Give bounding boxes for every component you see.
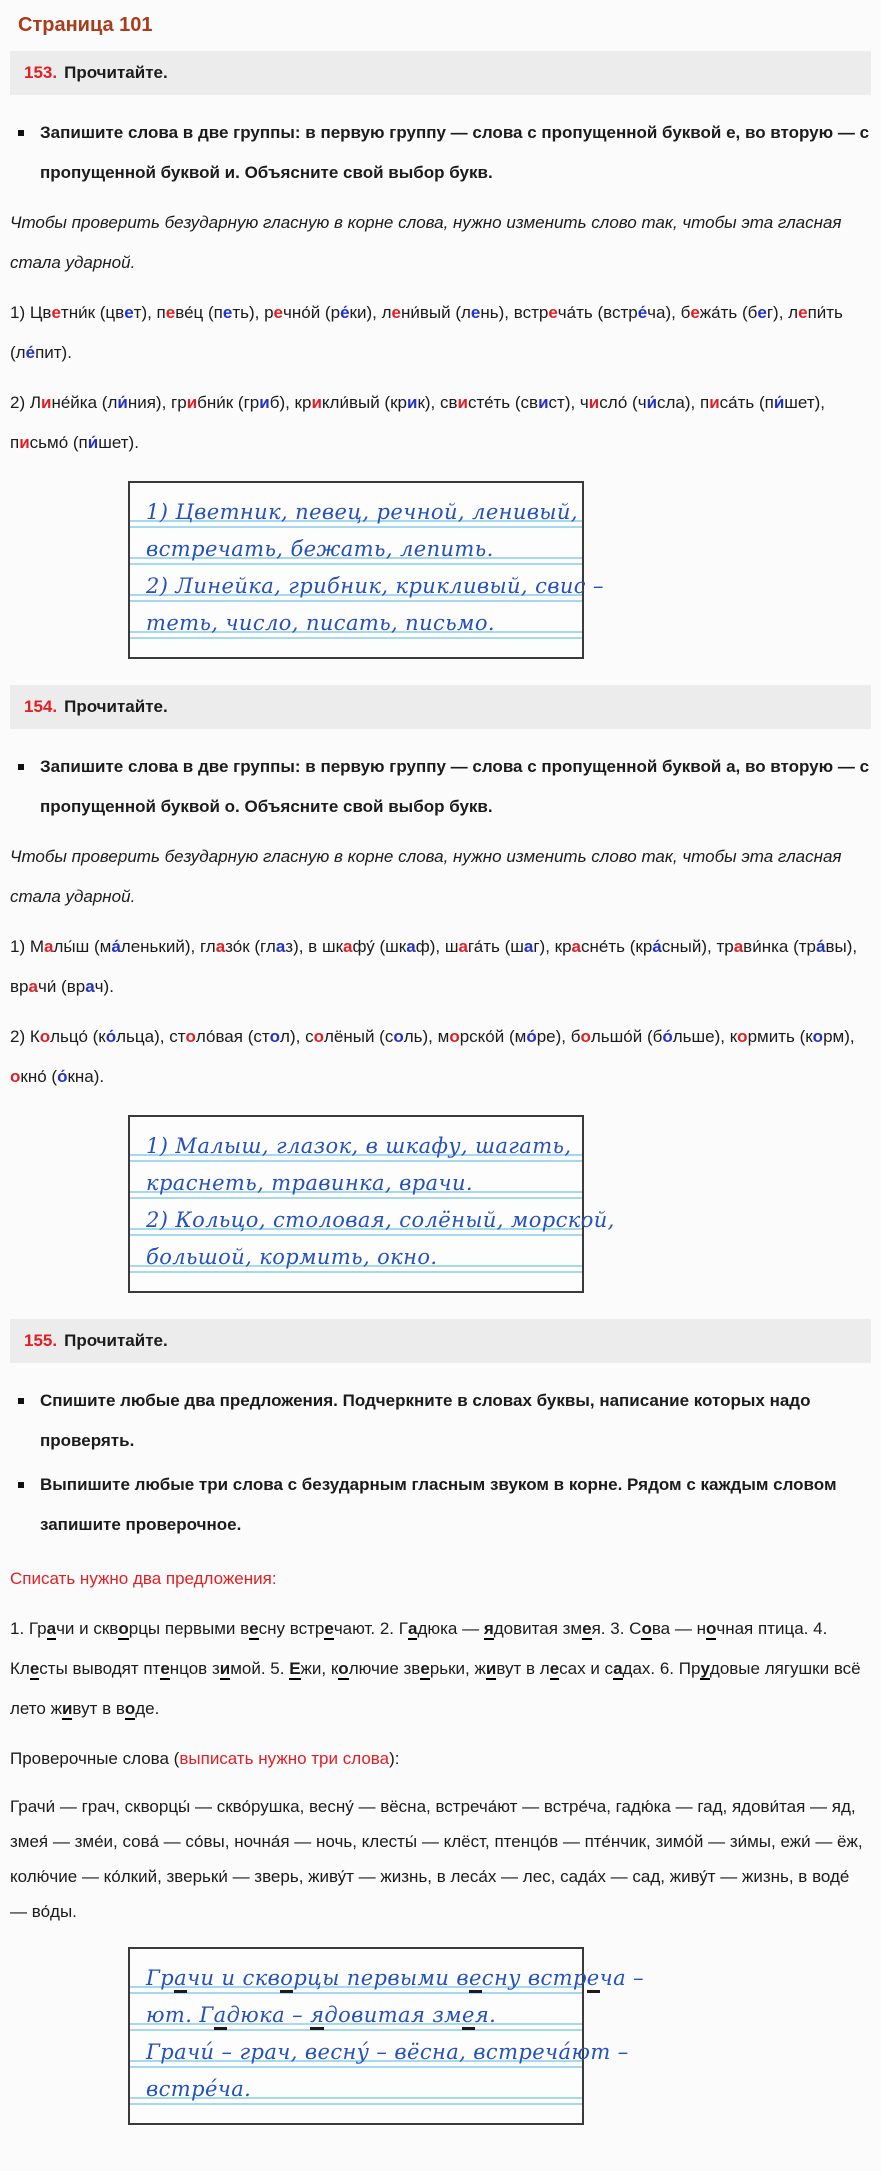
answer-note-red: Списать нужно два предложения:: [10, 1569, 277, 1588]
handwriting-line: ют. Гадюка – ядовитая змея.: [130, 1998, 582, 2035]
word-group-2: 2) Кольцо́ (ко́льца), столо́вая (стол), солёный (соль), морско́й (мо́ре), большо́й (бо́льше), кормить (корм), окно́ (о́кна).: [10, 1027, 855, 1086]
exercise-154-tasks: [10, 747, 871, 827]
exercise-153: [10, 51, 871, 659]
task-bullet: Запишите слова в две группы: в первую группу — слова с пропущенной буквой е, во вторую — с пропущенной буквой и. Объясните свой выбор букв.: [10, 113, 871, 193]
exercise-153-header-label: Прочитайте.: [64, 63, 168, 82]
word-group-1: 1) Цветни́к (цвет), певе́ц (петь), речно́й (ре́ки), лени́вый (лень), встреча́ть (встре́ча), бежа́ть (бег), лепи́ть (ле́пит).: [10, 303, 843, 362]
handwriting-line: большой, кормить, окно.: [146, 1245, 438, 1269]
handwriting-line: 2) Линейка, грибник, крикливый, свис –: [146, 574, 604, 598]
sentences-paragraph: 1. Грачи и скворцы первыми весну встречают. 2. Гадюка — ядовитая змея. 3. Сова — ночная птица. 4. Клесты выводят птенцов зимой. 5. Ежи, колючие зверьки, живут в лесах и садах. 6. Прудовые лягушки всё лето живут в воде.: [10, 1619, 861, 1718]
exercise-153-header: [10, 51, 871, 95]
exercise-153-number: 153.: [24, 63, 58, 82]
exercise-153-tasks: [10, 113, 871, 193]
handwriting-line: теть, число, писать, письмо.: [146, 611, 495, 635]
exercise-154-header-label: Прочитайте.: [64, 697, 168, 716]
notebook-answer-153: [128, 481, 604, 659]
word-group-2: 2) Лине́йка (ли́ния), грибни́к (гриб), крикли́вый (крик), свисте́ть (свист), число́ (чи́сла), писа́ть (пи́шет), письмо́ (пи́шет).: [10, 393, 825, 452]
page-title: Страница 101: [18, 14, 153, 36]
exercise-155-header: [10, 1319, 871, 1363]
handwriting-line: встречать, бежать, лепить.: [146, 537, 494, 561]
exercise-155-number: 155.: [24, 1331, 58, 1350]
exercise-154-number: 154.: [24, 697, 58, 716]
rule-text: Чтобы проверить безударную гласную в корне слова, нужно изменить слово так, чтобы эта гласная стала ударной.: [10, 213, 842, 272]
handwriting-line: 1) Малыш, глазок, в шкафу, шагать,: [146, 1134, 572, 1158]
exercise-154: [10, 685, 871, 1293]
exercise-155-header-label: Прочитайте.: [64, 1331, 168, 1350]
check-words-intro: Проверочные слова (выписать нужно три слова):: [10, 1749, 400, 1768]
check-words-paragraph: Грачи́ — грач, скворцы́ — скво́рушка, весну́ — вёсна, встреча́ют — встре́ча, гадю́ка — гад, ядови́тая — яд, змея́ — зме́и, сова́ — со́вы, ночна́я — ночь, клесты́ — клёст, птенцо́в — пте́нчик, зимо́й — зи́мы, ежи́ — ёж, колю́чие — ко́лкий, зверьки́ — зверь, живу́т — жизнь, в леса́х — лес, сада́х — сад, живу́т — жизнь, в воде́ — во́ды.: [10, 1797, 863, 1921]
rule-text: Чтобы проверить безударную гласную в корне слова, нужно изменить слово так, чтобы эта гласная стала ударной.: [10, 847, 842, 906]
task-bullet: Запишите слова в две группы: в первую группу — слова с пропущенной буквой а, во вторую — с пропущенной буквой о. Объясните свой выбор букв.: [10, 747, 871, 827]
handwriting-line: Грачи́ – грач, весну́ – вёсна, встреча́ют –: [146, 2040, 629, 2064]
task-bullet: Выпишите любые три слова с безударным гласным звуком в корне. Рядом с каждым словом запишите проверочное.: [10, 1465, 871, 1545]
task-bullet: Спишите любые два предложения. Подчеркните в словах буквы, написание которых надо проверять.: [10, 1381, 871, 1461]
notebook-answer-155: [128, 1947, 644, 2125]
handwriting-line: 2) Кольцо, столовая, солёный, морской,: [146, 1208, 615, 1232]
handwriting-line: Грачи и скворцы первыми весну встреча –: [130, 1961, 582, 1998]
handwriting-line: 1) Цветник, певец, речной, ленивый,: [146, 500, 578, 524]
word-group-1: 1) Малы́ш (ма́ленький), глазо́к (глаз), в шкафу́ (шкаф), шага́ть (шаг), красне́ть (кра́сный), трави́нка (тра́вы), врачи́ (врач).: [10, 937, 858, 996]
exercise-154-header: [10, 685, 871, 729]
exercise-155-tasks: [10, 1381, 871, 1545]
notebook-answer-154: [128, 1115, 615, 1293]
exercise-155: [10, 1319, 871, 2125]
handwriting-line: встре́ча.: [146, 2077, 252, 2101]
handwriting-line: краснеть, травинка, врачи.: [146, 1171, 473, 1195]
